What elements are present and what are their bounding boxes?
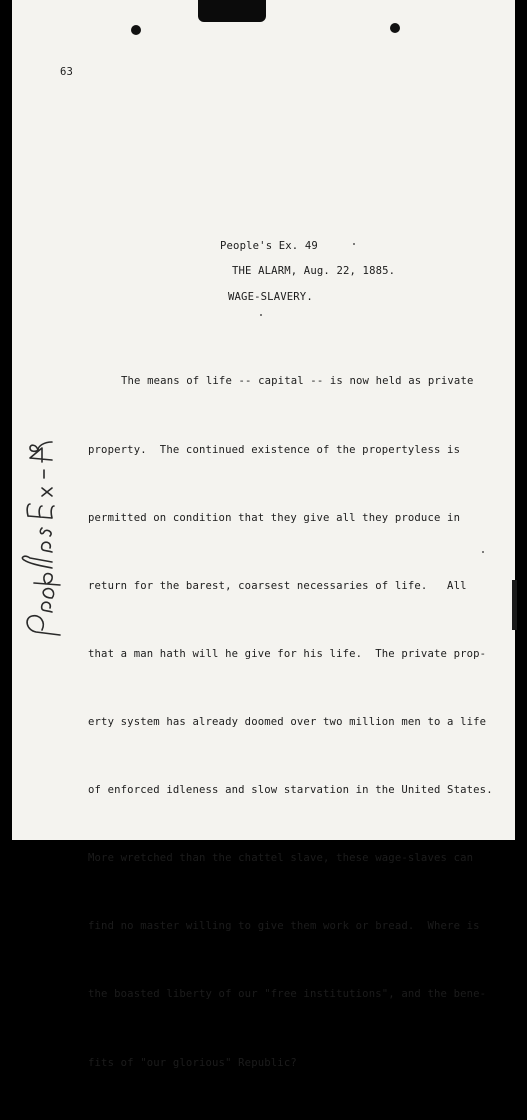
speck	[260, 314, 262, 316]
binding-tab	[198, 0, 266, 22]
article-body	[88, 325, 493, 1120]
body-line: of enforced idleness and slow starvation in the United States.	[88, 784, 493, 797]
handwritten-annotation	[16, 440, 86, 640]
article-title: WAGE-SLAVERY.	[228, 291, 313, 303]
punch-hole-right	[390, 23, 400, 33]
body-line: return for the barest, coarsest necessaries of life. All	[88, 579, 467, 592]
body-line: find no master willing to give them work or bread. Where is	[88, 920, 480, 933]
speck	[353, 243, 355, 245]
speck	[482, 551, 484, 553]
edge-mark	[512, 580, 517, 630]
body-line: property. The continued existence of the propertyless is	[88, 443, 461, 456]
source-line: THE ALARM, Aug. 22, 1885.	[232, 265, 396, 277]
body-line: erty system has already doomed over two million men to a life	[88, 715, 487, 728]
punch-hole-left	[131, 25, 141, 35]
body-line: permitted on condition that they give all they produce in	[88, 511, 461, 524]
page-number: 63	[60, 66, 74, 78]
body-line: fits of "our glorious" Republic?	[88, 1056, 297, 1069]
body-line: The means of life -- capital -- is now held as private	[121, 375, 474, 388]
exhibit-label: People's Ex. 49	[220, 240, 318, 252]
body-line: More wretched than the chattel slave, these wage-slaves can	[88, 852, 474, 865]
body-line: the boasted liberty of our "free institutions", and the bene-	[88, 988, 487, 1001]
body-line: that a man hath will he give for his life. The private prop-	[88, 647, 487, 660]
document-page	[12, 0, 515, 1069]
